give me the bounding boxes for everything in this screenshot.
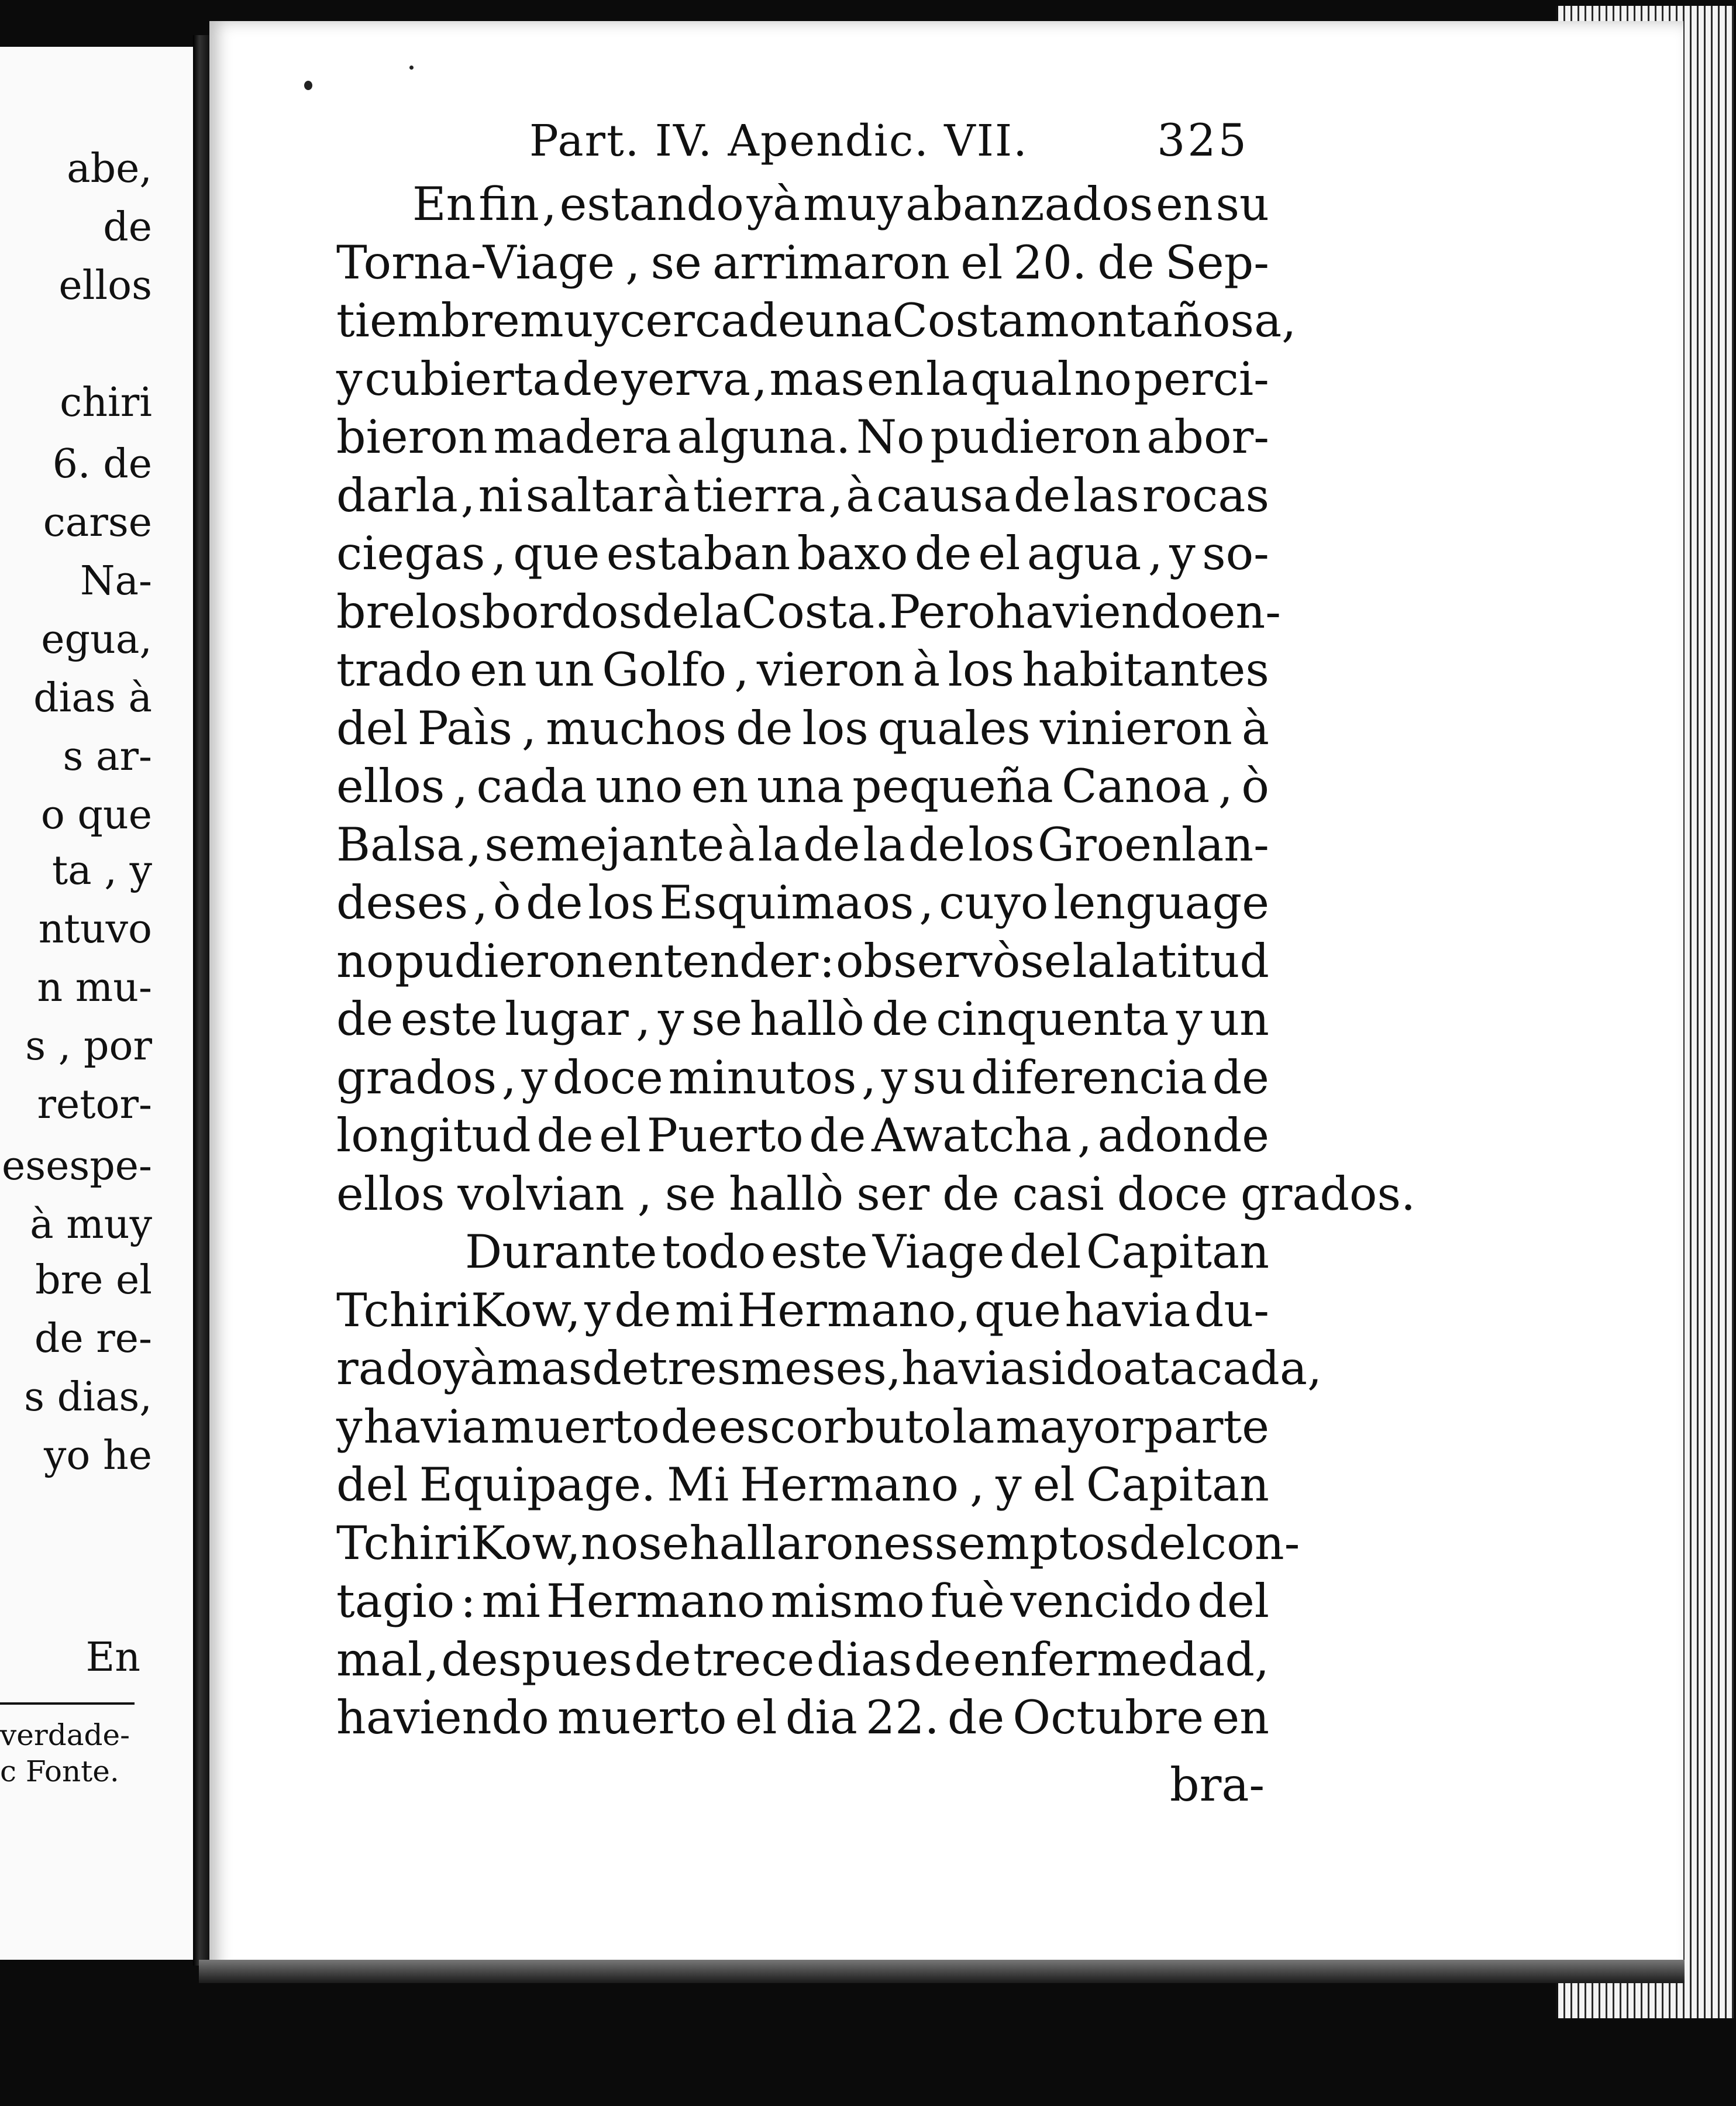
page-number: 325 xyxy=(1156,114,1249,166)
text-word: muy xyxy=(803,177,903,231)
text-word: pequeña xyxy=(852,759,1053,813)
text-word: Sep- xyxy=(1165,235,1269,290)
running-head xyxy=(529,114,1249,167)
text-word: cuyo xyxy=(939,876,1049,930)
text-word: adonde xyxy=(1097,1109,1269,1162)
text-word: enfermedad, xyxy=(973,1632,1269,1687)
text-word: de xyxy=(872,992,929,1046)
text-word: en- xyxy=(1208,584,1281,639)
text-word: el xyxy=(599,1109,642,1162)
ink-speck xyxy=(409,66,414,70)
text-line xyxy=(336,350,1269,409)
text-word: todo xyxy=(662,1225,766,1279)
text-word: montañosa, xyxy=(1025,294,1297,347)
text-word: estaban xyxy=(606,526,791,580)
text-word: mas xyxy=(769,352,865,406)
text-word: del xyxy=(336,701,408,755)
text-word: du- xyxy=(1194,1283,1269,1337)
text-word: y xyxy=(1176,992,1203,1046)
text-word: Costa xyxy=(892,294,1025,347)
text-word: y xyxy=(996,1458,1022,1512)
text-word: se xyxy=(664,1166,717,1221)
text-word: deses xyxy=(336,876,469,930)
text-word: de xyxy=(914,526,972,580)
text-word: que xyxy=(974,1283,1062,1337)
text-line xyxy=(336,700,1269,758)
text-word: mas xyxy=(497,1341,593,1395)
text-word: trado xyxy=(336,643,462,697)
text-word: yerva xyxy=(621,352,751,406)
text-line xyxy=(336,1223,1269,1282)
text-word: diferencia xyxy=(971,1050,1207,1104)
text-word: alguna. xyxy=(677,410,851,464)
text-word: la xyxy=(952,1399,995,1454)
text-word: havia xyxy=(901,1341,1028,1395)
text-word: Costa. xyxy=(741,584,890,639)
text-word: , xyxy=(453,759,468,813)
text-word: à xyxy=(1241,701,1269,755)
text-word: , xyxy=(473,876,488,930)
text-word: se xyxy=(650,235,702,290)
text-word: muerto xyxy=(490,1399,660,1454)
text-word: casi xyxy=(1012,1166,1104,1221)
text-word: , xyxy=(625,235,640,290)
text-word: cerca xyxy=(619,294,749,347)
text-word: en xyxy=(1156,177,1213,231)
text-word: Durante xyxy=(465,1225,657,1279)
previous-page-line: de xyxy=(103,204,152,250)
text-line xyxy=(336,1631,1269,1689)
text-word: Awatcha xyxy=(872,1109,1072,1162)
previous-page-line: s , por xyxy=(25,1023,152,1069)
text-line xyxy=(336,525,1269,583)
text-word: los xyxy=(968,817,1035,872)
text-line xyxy=(336,1282,1269,1340)
text-word: la xyxy=(1072,934,1115,988)
text-word: mi xyxy=(674,1283,734,1337)
text-word: latitud xyxy=(1115,934,1269,988)
catchword: bra- xyxy=(1170,1758,1265,1812)
text-word: entender xyxy=(606,934,819,988)
text-word: vinieron xyxy=(1039,701,1232,755)
text-word: y xyxy=(881,1050,908,1104)
text-word: su xyxy=(1215,177,1269,231)
text-word: rado xyxy=(336,1341,443,1395)
previous-page-footnote-line: c Fonte. xyxy=(0,1754,119,1788)
text-word: uno xyxy=(595,759,683,813)
previous-page-line: 6. de xyxy=(52,441,152,487)
text-word: yà xyxy=(746,177,801,231)
text-word: havia xyxy=(363,1399,490,1454)
previous-page-line: esespe- xyxy=(1,1143,152,1189)
text-word: arrimaron xyxy=(712,235,950,290)
text-word: , xyxy=(460,468,476,522)
book-gutter xyxy=(193,35,209,1966)
text-word: ser xyxy=(856,1166,930,1221)
text-word: dias xyxy=(816,1632,912,1687)
text-word: grados xyxy=(336,1050,497,1104)
previous-page-line: ellos xyxy=(58,263,152,309)
text-word: de xyxy=(809,1109,866,1162)
text-word: fuè xyxy=(930,1574,1005,1628)
text-word: à xyxy=(727,817,755,872)
text-word: no xyxy=(336,934,394,988)
text-word: , xyxy=(1218,759,1233,813)
text-word: , xyxy=(919,876,934,930)
text-word: mayor xyxy=(996,1399,1143,1454)
text-word: causa xyxy=(876,468,1011,522)
text-word: , xyxy=(862,1050,877,1104)
text-word: la xyxy=(926,352,969,406)
text-word: haviendo xyxy=(995,584,1208,639)
text-line xyxy=(336,641,1269,700)
text-word: de xyxy=(336,992,394,1046)
text-word: , xyxy=(542,177,557,231)
text-word: del xyxy=(1197,1574,1269,1628)
previous-page-catchword: En xyxy=(85,1634,140,1681)
text-line xyxy=(336,816,1269,875)
page-bottom-edge xyxy=(199,1960,1685,1983)
text-word: hallaron xyxy=(689,1516,884,1570)
text-word: la xyxy=(757,817,800,872)
text-word: TchiriKow, xyxy=(336,1516,581,1570)
text-word: de xyxy=(660,1399,718,1454)
text-word: tierra xyxy=(693,468,826,522)
text-word: de xyxy=(592,1341,649,1395)
text-word: y xyxy=(336,1399,363,1454)
text-word: habitantes xyxy=(1022,643,1269,697)
text-word: grados. xyxy=(1240,1166,1416,1221)
text-word: de xyxy=(1097,235,1155,290)
text-word: ellos xyxy=(336,759,445,813)
text-line xyxy=(336,1572,1269,1631)
text-word: madera xyxy=(493,410,671,464)
text-word: pudieron xyxy=(395,934,606,988)
text-word: mi xyxy=(481,1574,540,1628)
text-word: 22. xyxy=(866,1691,939,1744)
text-word: : xyxy=(819,934,835,988)
text-word: so- xyxy=(1202,526,1269,580)
text-line xyxy=(336,1689,1269,1747)
text-word: bordos xyxy=(481,584,643,639)
text-word: el xyxy=(978,526,1021,580)
text-word: una xyxy=(756,759,844,813)
text-word: el xyxy=(735,1691,777,1744)
text-word: Balsa xyxy=(336,817,464,872)
text-word: despues xyxy=(441,1632,632,1687)
text-word: : xyxy=(460,1574,476,1628)
text-line xyxy=(336,234,1269,292)
text-word: no xyxy=(1074,352,1132,406)
text-word: Groenlan- xyxy=(1037,817,1269,872)
text-word: que xyxy=(513,526,600,580)
text-word: de xyxy=(748,294,805,347)
text-word: en xyxy=(691,759,749,813)
text-word: à xyxy=(663,468,691,522)
text-line xyxy=(336,1515,1300,1573)
text-line xyxy=(336,932,1269,991)
text-word: muchos xyxy=(546,701,727,755)
text-word: este xyxy=(770,1225,868,1279)
text-word: Octubre xyxy=(1012,1691,1204,1744)
previous-page-line: n mu- xyxy=(37,965,152,1011)
text-word: , xyxy=(970,1458,985,1512)
text-word: , xyxy=(1148,526,1163,580)
text-word: En xyxy=(412,177,476,231)
text-word: , xyxy=(828,468,843,522)
text-word: del xyxy=(336,1458,408,1512)
previous-page-line: yo he xyxy=(43,1433,152,1479)
text-word: à xyxy=(912,643,941,697)
text-line xyxy=(336,990,1269,1049)
text-word: de xyxy=(526,876,583,930)
text-word: cinquenta xyxy=(936,992,1169,1046)
text-word: doce xyxy=(1117,1166,1228,1221)
text-word: perci- xyxy=(1134,352,1269,406)
text-word: Esquimaos xyxy=(659,876,914,930)
text-word: de xyxy=(1013,468,1071,522)
text-word: una xyxy=(805,294,893,347)
text-word: quales xyxy=(877,701,1031,755)
text-line xyxy=(336,1340,1322,1398)
text-line xyxy=(336,1165,1416,1224)
text-word: ni xyxy=(478,468,523,522)
text-word: , xyxy=(522,701,537,755)
text-word: de xyxy=(1212,1050,1269,1104)
text-word: el xyxy=(1032,1458,1075,1512)
text-word: de xyxy=(634,1632,691,1687)
text-word: no xyxy=(580,1516,639,1570)
text-word: la xyxy=(863,817,905,872)
footnote-rule xyxy=(0,1702,135,1705)
text-word: los xyxy=(802,701,869,755)
previous-page-line: dias à xyxy=(33,675,152,721)
text-word: y xyxy=(584,1283,611,1337)
text-word: en xyxy=(866,352,924,406)
text-word: , xyxy=(491,526,507,580)
text-word: Golfo xyxy=(602,643,727,697)
text-word: tres xyxy=(649,1341,741,1395)
text-word: Hermano xyxy=(546,1574,765,1628)
text-word: baxo xyxy=(797,526,908,580)
previous-page-line: bre el xyxy=(35,1257,152,1303)
text-line xyxy=(336,1107,1269,1165)
text-word: los xyxy=(948,643,1014,697)
text-word: de xyxy=(562,352,619,406)
text-line xyxy=(336,874,1269,932)
text-word: saltar xyxy=(525,468,660,522)
text-word: havia xyxy=(1065,1283,1191,1337)
text-word: de xyxy=(908,817,966,872)
text-word: la xyxy=(699,584,742,639)
text-word: abor- xyxy=(1146,410,1269,464)
text-word: Mi xyxy=(667,1458,729,1512)
text-word: , xyxy=(752,352,767,406)
text-word: del xyxy=(1129,1516,1201,1570)
previous-page-line: ta , y xyxy=(51,848,152,894)
text-word: Capitan xyxy=(1086,1458,1269,1512)
text-word: en xyxy=(470,643,527,697)
text-word: , xyxy=(424,1632,439,1687)
text-word: qual xyxy=(970,352,1072,406)
text-word: del xyxy=(1009,1225,1081,1279)
text-word: un xyxy=(1210,992,1269,1046)
text-word: cubierta xyxy=(364,352,560,406)
text-word: de xyxy=(942,1166,1000,1221)
text-word: y xyxy=(1169,526,1196,580)
text-word: dia xyxy=(785,1691,857,1744)
text-word: vieron xyxy=(756,643,905,697)
text-line xyxy=(336,408,1269,467)
text-line xyxy=(336,1456,1269,1515)
text-word: volvian xyxy=(457,1166,625,1221)
text-line xyxy=(336,1049,1269,1107)
text-word: Puerto xyxy=(646,1109,804,1162)
text-word: abanzados xyxy=(905,177,1153,231)
previous-page-line: retor- xyxy=(37,1082,152,1128)
previous-page-line: à muy xyxy=(30,1202,152,1248)
text-word: de xyxy=(736,701,793,755)
text-word: pudieron xyxy=(930,410,1141,464)
text-word: fin xyxy=(478,177,539,231)
text-word: estando xyxy=(559,177,744,231)
previous-page-line: ntuvo xyxy=(38,906,152,952)
text-word: de xyxy=(947,1691,1005,1744)
text-word: Torna-Viage xyxy=(336,235,615,290)
text-word: , xyxy=(1077,1109,1092,1162)
text-word: los xyxy=(415,584,482,639)
text-word: de xyxy=(914,1632,972,1687)
text-word: yà xyxy=(443,1341,497,1395)
text-line xyxy=(336,583,1281,642)
text-word: sido xyxy=(1027,1341,1123,1395)
text-word: trece xyxy=(693,1632,815,1687)
previous-page-footnote-line: verdade- xyxy=(0,1718,130,1752)
text-word: Canoa xyxy=(1062,759,1210,813)
text-word: ciegas xyxy=(336,526,485,580)
previous-page-line: carse xyxy=(43,500,152,546)
text-word: y xyxy=(657,992,684,1046)
text-word: 20. xyxy=(1013,235,1087,290)
text-word: Hermano xyxy=(740,1458,959,1512)
text-word: Pero xyxy=(889,584,996,639)
previous-page-line: de re- xyxy=(34,1316,152,1362)
body-text xyxy=(336,176,1416,1747)
text-word: el xyxy=(960,235,1003,290)
text-word: Paìs xyxy=(417,701,513,755)
text-word: , xyxy=(637,1166,652,1221)
text-word: longitud xyxy=(336,1109,531,1162)
text-word: , xyxy=(501,1050,516,1104)
text-word: lenguage xyxy=(1053,876,1269,930)
text-word: se xyxy=(691,992,743,1046)
text-word: , xyxy=(734,643,749,697)
previous-page-line: Na- xyxy=(80,558,152,604)
text-word: minutos xyxy=(668,1050,857,1104)
previous-page-line: chiri xyxy=(60,380,152,426)
previous-page-line: s ar- xyxy=(63,734,152,780)
text-word: de xyxy=(536,1109,594,1162)
text-word: tagio xyxy=(336,1574,455,1628)
text-word: lugar xyxy=(505,992,629,1046)
text-line xyxy=(336,176,1269,234)
text-word: los xyxy=(588,876,655,930)
text-word: observòse xyxy=(836,934,1072,988)
previous-page-line: abe, xyxy=(67,146,152,192)
text-word: y xyxy=(336,352,363,406)
text-word: escorbuto xyxy=(718,1399,952,1454)
text-word: muy xyxy=(519,294,620,347)
text-word: vencido xyxy=(1010,1574,1192,1628)
text-word: mismo xyxy=(770,1574,925,1628)
text-word: su xyxy=(912,1050,966,1104)
text-word: Hermano, xyxy=(737,1283,971,1337)
text-word: se xyxy=(638,1516,690,1570)
text-word: TchiriKow, xyxy=(336,1283,581,1337)
text-word: cada xyxy=(476,759,587,813)
text-word: agua xyxy=(1027,526,1142,580)
text-word: hallò xyxy=(729,1166,844,1221)
text-line xyxy=(336,1398,1269,1457)
text-word: Capitan xyxy=(1086,1225,1269,1279)
text-word: tiembre xyxy=(336,294,520,347)
text-word: muerto xyxy=(557,1691,727,1744)
text-word: en xyxy=(1212,1691,1269,1744)
text-word: doce xyxy=(552,1050,663,1104)
text-word: darla xyxy=(336,468,458,522)
text-word: bieron xyxy=(336,410,488,464)
text-word: las xyxy=(1073,468,1139,522)
text-word: rocas xyxy=(1142,468,1269,522)
text-word: de xyxy=(803,817,860,872)
previous-page xyxy=(0,47,197,1960)
text-line xyxy=(336,467,1269,525)
text-word: essemptos xyxy=(883,1516,1129,1570)
running-title: Part. IV. Apendic. VII. xyxy=(529,116,1028,166)
text-word: un xyxy=(535,643,594,697)
text-word: No xyxy=(856,410,925,464)
text-word: meses, xyxy=(740,1341,902,1395)
text-word: , xyxy=(636,992,651,1046)
text-word: ò xyxy=(492,876,521,930)
text-word: con- xyxy=(1200,1516,1300,1570)
previous-page-line: s dias, xyxy=(24,1374,152,1420)
text-line xyxy=(336,292,1297,350)
text-word: , xyxy=(467,817,482,872)
text-word: de xyxy=(614,1283,671,1337)
previous-page-line: egua, xyxy=(41,617,152,663)
text-word: hallò xyxy=(749,992,864,1046)
text-word: atacada, xyxy=(1123,1341,1322,1395)
text-line xyxy=(336,758,1269,816)
text-word: à xyxy=(846,468,874,522)
text-word: mal xyxy=(336,1632,423,1687)
text-word: ellos xyxy=(336,1166,445,1221)
text-word: bre xyxy=(336,584,416,639)
text-word: de xyxy=(642,584,700,639)
text-word: parte xyxy=(1144,1399,1269,1454)
previous-page-line: o que xyxy=(40,792,152,838)
text-word: ò xyxy=(1241,759,1269,813)
text-word: Equipage. xyxy=(419,1458,656,1512)
text-word: Viage xyxy=(873,1225,1005,1279)
text-word: haviendo xyxy=(336,1691,549,1744)
text-word: semejante xyxy=(484,817,725,872)
text-word: y xyxy=(521,1050,548,1104)
text-word: este xyxy=(400,992,498,1046)
ink-speck xyxy=(304,81,312,90)
